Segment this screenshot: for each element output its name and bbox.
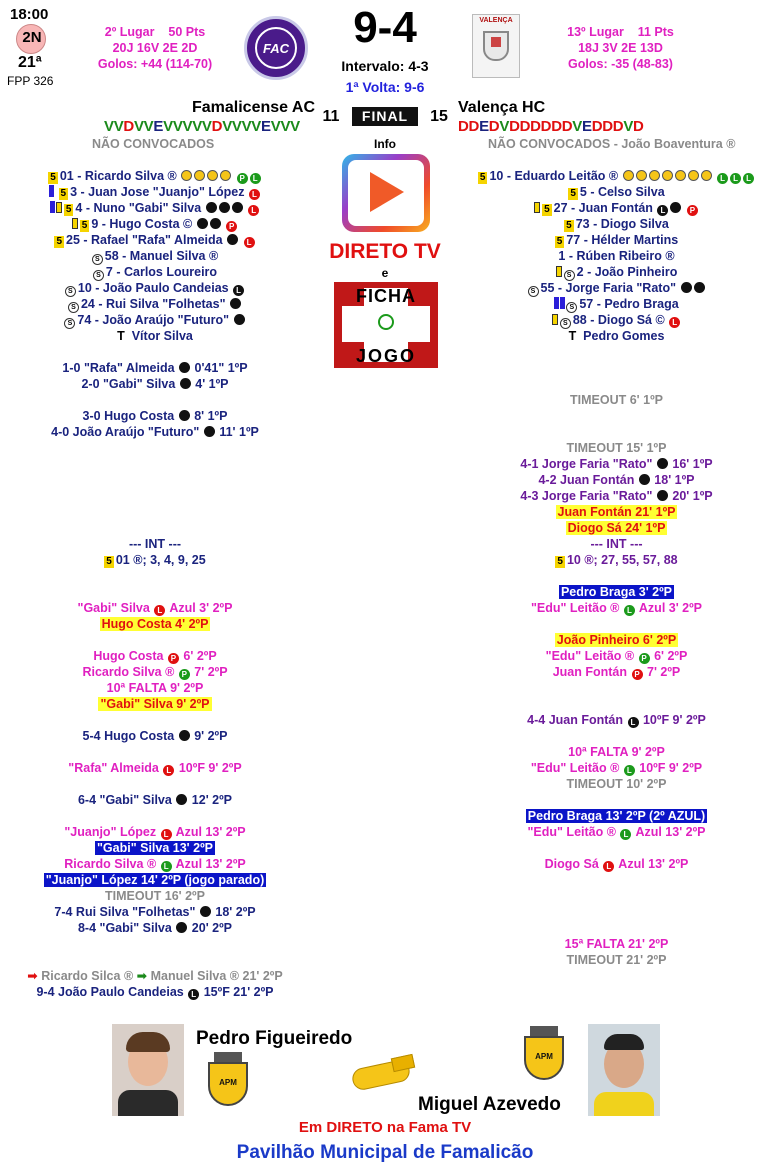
halftime-score: Intervalo: 4-3 xyxy=(341,58,429,74)
lineup-row: 5 9 - Hugo Costa © P xyxy=(0,216,310,232)
round-badge-icon xyxy=(16,24,46,54)
lineup-row: 5 25 - Rafael "Rafa" Almeida L xyxy=(0,232,310,248)
away-event: 4-2 Juan Fontán 18' 1ºP xyxy=(538,473,695,487)
apm-crest-icon xyxy=(516,1026,572,1090)
away-event: TIMEOUT 15' 1ºP xyxy=(566,441,667,455)
and-label: e xyxy=(381,266,389,280)
home-team-name: Famalicense AC xyxy=(191,99,315,116)
home-substitution: ➡ Ricardo Silca ® ➡ Manuel Silva ® 21' 2ºP xyxy=(27,969,283,983)
away-team-name: Valença HC xyxy=(458,99,546,116)
away-goals: Golos: -35 (48-83) xyxy=(568,57,673,71)
apm-crest-icon xyxy=(200,1052,256,1116)
home-event: "Juanjo" López L Azul 13' 2ºP xyxy=(64,825,246,839)
away-event: 15ª FALTA 21' 2ºP xyxy=(564,937,669,951)
home-event: Ricardo Silva ® L Azul 13' 2ºP xyxy=(64,857,246,871)
away-event: Diogo Sá 24' 1ºP xyxy=(567,521,666,535)
lineup-row: T Vítor Silva xyxy=(117,329,193,343)
home-event: "Rafa" Almeida L 10ºF 9' 2ºP xyxy=(68,761,242,775)
home-fouls: 11 xyxy=(322,108,340,125)
home-event: Hugo Costa P 6' 2ºP xyxy=(93,649,217,663)
lineup-row: S 10 - João Paulo Candeias L xyxy=(0,280,310,296)
match-time: 18:00 xyxy=(10,6,49,23)
home-event: 5-4 Hugo Costa 9' 2ºP xyxy=(82,729,228,743)
home-event: 10ª FALTA 9' 2ºP xyxy=(106,681,204,695)
away-position: 13º Lugar xyxy=(567,25,624,39)
direto-tv-label: DIRETO TV xyxy=(329,240,441,263)
home-event: "Gabi" Silva L Azul 3' 2ºP xyxy=(77,601,233,615)
round-number: 21ª xyxy=(18,54,42,71)
away-event: João Pinheiro 6' 2ºP xyxy=(556,633,677,647)
fama-tv-logo-icon[interactable] xyxy=(342,154,430,232)
game-code: FPP 326 xyxy=(7,74,54,88)
home-event: TIMEOUT 16' 2ºP xyxy=(105,889,205,903)
lineup-row: S 74 - João Araújo "Futuro" xyxy=(0,312,310,328)
away-event: "Edu" Leitão ® P 6' 2ºP xyxy=(545,649,688,663)
away-stats xyxy=(548,24,693,72)
away-event: 4-1 Jorge Faria "Rato" 16' 1ºP xyxy=(520,457,713,471)
home-event: 1-0 "Rafa" Almeida 0'41" 1ºP xyxy=(62,361,248,375)
home-event: "Juanjo" López 14' 2ºP (jogo parado) xyxy=(45,873,265,887)
away-points: 11 Pts xyxy=(637,25,674,39)
lineup-row: 5 10 - Eduardo Leitão ® L L L xyxy=(462,168,771,184)
lineup-row: 5 77 - Hélder Martins xyxy=(556,233,679,247)
whistle-icon xyxy=(352,1052,418,1088)
home-event: 2-0 "Gabi" Silva 4' 1ºP xyxy=(81,377,229,391)
away-event: TIMEOUT 10' 2ºP xyxy=(566,777,667,791)
ficha-jogo-logo-icon[interactable] xyxy=(334,282,438,368)
referee1-name: Pedro Figueiredo xyxy=(196,1028,353,1049)
lineup-row: 5 3 - Juan Jose "Juanjo" López L xyxy=(0,184,310,200)
lineup-row: 1 - Rúben Ribeiro ® xyxy=(558,249,675,263)
away-event: "Edu" Leitão ® L 10ºF 9' 2ºP xyxy=(530,761,703,775)
sub-out-icon: ➡ xyxy=(27,969,38,983)
home-record: 20J 16V 2E 2D xyxy=(112,41,198,55)
home-lineup xyxy=(0,168,310,344)
away-fouls: 15 xyxy=(430,108,448,125)
home-event: 8-4 "Gabi" Silva 20' 2ºP xyxy=(77,921,233,935)
home-not-called: NÃO CONVOCADOS xyxy=(92,137,215,151)
away-interval-lineup: 5 10 ®; 27, 55, 57, 88 xyxy=(557,553,678,567)
away-crest-text: VALENÇA xyxy=(479,17,513,24)
venue-label: Pavilhão Municipal de Famalicão xyxy=(236,1142,534,1163)
home-crest-icon: FAC xyxy=(244,16,308,80)
lineup-row: 5 01 - Ricardo Silva ® P L xyxy=(0,168,310,184)
away-event: 4-4 Juan Fontán L 10ºF 9' 2ºP xyxy=(527,713,706,727)
away-event: "Edu" Leitão ® L Azul 13' 2ºP xyxy=(527,825,706,839)
apm-text: APM xyxy=(219,1078,237,1087)
referee2-name: Miguel Azevedo xyxy=(418,1094,561,1115)
jogo-text: JOGO xyxy=(355,346,416,366)
away-not-called: NÃO CONVOCADOS - João Boaventura ® xyxy=(488,137,736,151)
home-event: "Gabi" Silva 13' 2ºP xyxy=(97,841,213,855)
away-event: Diogo Sá L Azul 13' 2ºP xyxy=(544,857,689,871)
round-badge-text: 2N xyxy=(22,29,42,46)
first-leg-score: 1ª Volta: 9-6 xyxy=(345,79,425,95)
home-interval-lineup: 5 01 ®; 3, 4, 9, 25 xyxy=(106,553,206,567)
away-event: "Edu" Leitão ® L Azul 3' 2ºP xyxy=(530,601,703,615)
ficha-text: FICHA xyxy=(356,286,416,306)
home-stats xyxy=(90,24,220,72)
info-label[interactable]: Info xyxy=(374,137,396,151)
home-interval: --- INT --- xyxy=(128,537,182,551)
lineup-row: 5 27 - Juan Fontán L P xyxy=(462,200,771,216)
lineup-row: S 58 - Manuel Silva ® xyxy=(0,248,310,264)
away-interval: --- INT --- xyxy=(590,537,643,551)
home-event: 3-0 Hugo Costa 8' 1ºP xyxy=(82,409,228,423)
lineup-row: 5 73 - Diogo Silva xyxy=(566,217,669,231)
away-event: 10ª FALTA 9' 2ºP xyxy=(568,745,665,759)
apm-text: APM xyxy=(535,1052,553,1061)
lineup-row: S 55 - Jorge Faria "Rato" xyxy=(462,280,771,296)
lineup-row: S 88 - Diogo Sá © L xyxy=(462,312,771,328)
away-event: Pedro Braga 13' 2ºP (2º AZUL) xyxy=(527,809,706,823)
home-event: Ricardo Silva ® P 7' 2ºP xyxy=(82,665,228,679)
away-event: TIMEOUT 21' 2ºP xyxy=(566,953,667,967)
home-points: 50 Pts xyxy=(168,25,206,39)
home-goals: Golos: +44 (114-70) xyxy=(97,57,213,71)
lineup-row: 5 5 - Celso Silva xyxy=(570,185,665,199)
home-event: 7-4 Rui Silva "Folhetas" 18' 2ºP xyxy=(54,905,256,919)
home-form: VVDVVEVVVVVDVVVVEVVV xyxy=(104,118,300,135)
lineup-row: S 57 - Pedro Braga xyxy=(462,296,771,312)
home-event: "Gabi" Silva 9' 2ºP xyxy=(100,697,210,711)
home-event: 9-4 João Paulo Candeias L 15ºF 21' 2ºP xyxy=(36,985,274,999)
broadcast-label: Em DIRETO na Fama TV xyxy=(298,1119,472,1136)
referee2-photo-icon xyxy=(588,1024,660,1116)
away-crest-icon xyxy=(472,14,520,78)
referee1-photo-icon xyxy=(112,1024,184,1116)
lineup-row: S 24 - Rui Silva "Folhetas" xyxy=(0,296,310,312)
away-event: Juan Fontán 21' 1ºP xyxy=(557,505,676,519)
away-event: Juan Fontán P 7' 2ºP xyxy=(552,665,681,679)
home-event: 4-0 João Araújo "Futuro" 11' 1ºP xyxy=(51,425,259,439)
away-event: Pedro Braga 3' 2ºP xyxy=(560,585,673,599)
lineup-row: 5 4 - Nuno "Gabi" Silva L xyxy=(0,200,310,216)
away-lineup xyxy=(462,168,771,344)
lineup-row: S 7 - Carlos Loureiro xyxy=(0,264,310,280)
home-event: Hugo Costa 4' 2ºP xyxy=(101,617,209,631)
home-event: 6-4 "Gabi" Silva 12' 2ºP xyxy=(77,793,233,807)
home-position: 2º Lugar xyxy=(104,25,155,39)
away-event: TIMEOUT 6' 1ºP xyxy=(570,393,663,407)
away-event: 4-3 Jorge Faria "Rato" 20' 1ºP xyxy=(520,489,713,503)
lineup-row: T Pedro Gomes xyxy=(568,329,665,343)
final-status-badge: FINAL xyxy=(352,107,418,126)
sub-in-icon: ➡ xyxy=(136,969,148,983)
away-record: 18J 3V 2E 13D xyxy=(578,41,663,55)
away-form: DDEDVDDDDDDVEDDDVD xyxy=(458,118,644,135)
final-score: 9-4 xyxy=(353,3,417,52)
lineup-row: S 2 - João Pinheiro xyxy=(462,264,771,280)
